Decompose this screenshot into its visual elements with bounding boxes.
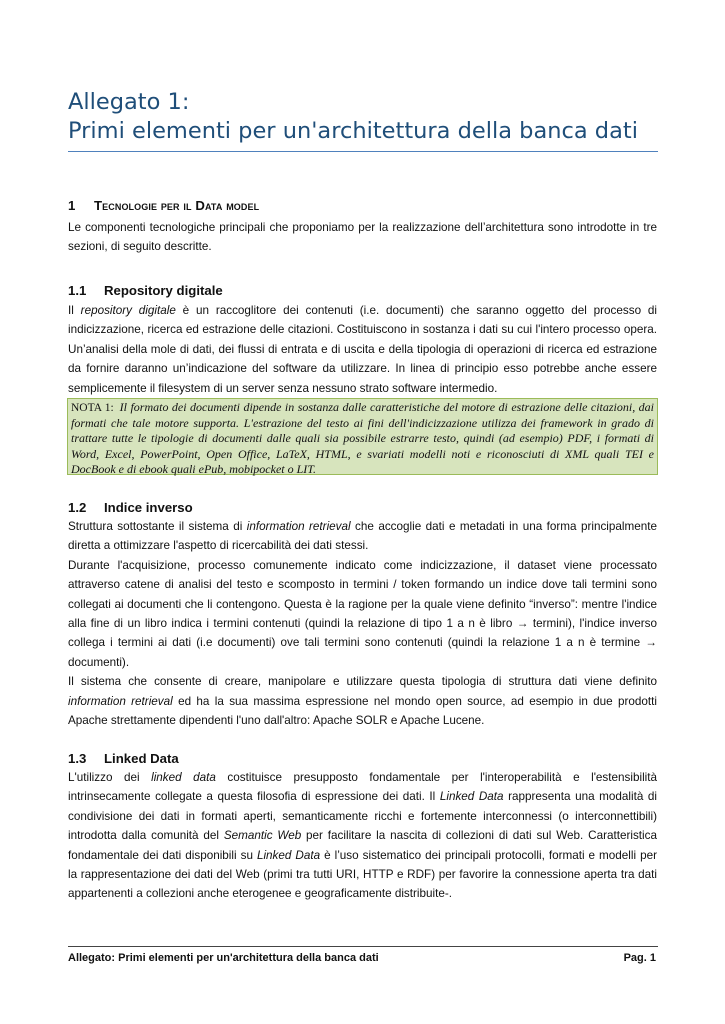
text-run: è l’uso sistematico dei principali protocolli, formati e modelli per la rappresentazione dei dati del Web (primi tra tutti URI, HTTP e RDF) per favorire la connessione aperta tra dati appartenenti a collezioni anche eterogenee e geograficamente distribuite-. (68, 848, 657, 901)
emphasis-linked-data: Linked Data (256, 848, 321, 862)
section-1-body (68, 218, 657, 257)
text-run: L'utilizzo dei (68, 771, 152, 784)
emphasis-repository-digitale: repository digitale (80, 304, 176, 317)
text-run: è un raccoglitore dei contenuti (i.e. documenti) che saranno oggetto del processo di indicizzazione, ricerca ed estrazione delle citazioni. Costituiscono in sostanza i dati su cui l'intero processo opera. Un’analisi della mole di dati, dei flussi di entrata e di uscita e della tipologia di operazioni di ricerca ed estrazione da fornire daranno un’indicazione del software da utilizzare. In linea di principio esso potrebbe anche essere semplicemente il filesystem di un server senza nessuno strato software intermedio. (68, 304, 657, 395)
section-1-2-body (68, 517, 657, 730)
text-run: Il (68, 304, 81, 317)
section-1-2-title: Indice inverso (104, 500, 193, 515)
emphasis-linked-data: Linked Data (439, 790, 504, 804)
document-title (68, 88, 658, 146)
text-run: costituisce presupposto fondamentale per l'interoperabilità e l'estensibilità intrinsecamente collegate a questa filosofia di espressione dei dati. Il (68, 771, 658, 804)
section-1-3-heading (68, 750, 179, 768)
section-1-paragraph: Le componenti tecnologiche principali che proponiamo per la realizzazione dell’architettura sono introdotte in tre sezioni, di seguito descritte. (68, 221, 657, 254)
section-1-heading (68, 197, 259, 215)
section-1-number: 1 (68, 198, 76, 213)
footer-divider (68, 946, 658, 947)
page-number: Pag. 1 (623, 952, 656, 964)
text-run: Struttura sottostante il sistema di (68, 520, 247, 533)
note-text: Il formato dei documenti dipende in sostanza dalle caratteristiche del motore di estrazione delle citazioni, dai formati che tale motore supporta. L'estrazione del testo ai fini dell'indicizzazione utilizza dei framework in grado di trattare tutte le tipologie di documenti dalle quali sia possibile estrarre testo, quindi (ad esempio) PDF, i formati di Word, Excel, PowerPoint, Open Office, LaTeX, HTML, e svariati modelli noti e riconosciuti di XML quali TEI e DocBook e di ebook quali ePub, mobipocket o LIT. (71, 400, 654, 476)
section-1-3-title: Linked Data (104, 751, 179, 766)
emphasis-linked-data: linked data (151, 771, 216, 784)
section-1-2-paragraph-1 (68, 517, 657, 556)
text-run: rappresenta una modalità di condivisione dei dati in formati aperti, semanticamente ricchi e fortemente interconnessi (o interconnettibili) introdotta dalla comunità del (68, 790, 657, 843)
title-line-1: Allegato 1: (68, 89, 190, 115)
section-1-3-paragraph (68, 768, 657, 904)
section-1-1-heading (68, 282, 223, 300)
emphasis-semantic-web: Semantic Web (223, 829, 302, 843)
section-1-3-body (68, 768, 657, 904)
section-1-2-number: 1.2 (68, 500, 87, 515)
text-run: per facilitare la nascita di collezioni di dati sul Web. Caratteristica fondamentale dei dati disponibili su (68, 829, 657, 862)
note-box (67, 398, 658, 475)
title-divider (68, 151, 658, 152)
section-1-2-heading (68, 499, 193, 517)
section-1-title: Tecnologie per il Data model (94, 198, 260, 213)
emphasis-information-retrieval: information retrieval (246, 520, 351, 533)
section-1-1-number: 1.1 (68, 283, 87, 298)
text-run: ed ha la sua massima espressione nel mondo open source, ad esempio in due prodotti Apache strettamente dipendenti l'uno dall'altro: Apache SOLR e Apache Lucene. (68, 694, 657, 728)
text-run: Il sistema che consente di creare, manipolare e utilizzare questa tipologia di struttura dati viene definito (68, 675, 657, 689)
title-line-2: Primi elementi per un'architettura della banca dati (68, 118, 638, 144)
section-1-1-title: Repository digitale (104, 283, 223, 298)
footer-title: Allegato: Primi elementi per un'architettura della banca dati (68, 952, 379, 964)
note-label: NOTA 1: (71, 402, 114, 414)
text-run: che accoglie dati e metadati in una forma principalmente diretta a ottimizzare l'aspetto di ricercabilità dei dati stessi. (68, 520, 657, 553)
section-1-1-body (68, 301, 657, 398)
section-1-3-number: 1.3 (68, 751, 87, 766)
section-1-1-paragraph (68, 301, 657, 398)
emphasis-information-retrieval: information retrieval (68, 694, 173, 708)
section-1-2-paragraph-3 (68, 672, 657, 730)
section-1-2-paragraph-2: Durante l'acquisizione, processo comunemente indicato come indicizzazione, il dataset viene processato attraverso catene di analisi del testo e scomposto in termini / token formando un indice dove tali termini sono collegati ai documenti che li contengono. Questa è la ragione per la quale viene definito “inverso”: mentre l'indice alla fine di un libro indica i termini contenuti (quindi la relazione di tipo 1 a n è libro → termini), l'indice inverso collega i termini ai dati (i.e documenti) ove tali termini sono contenuti (quindi la relazione 1 a n è termine → documenti). (68, 558, 657, 669)
